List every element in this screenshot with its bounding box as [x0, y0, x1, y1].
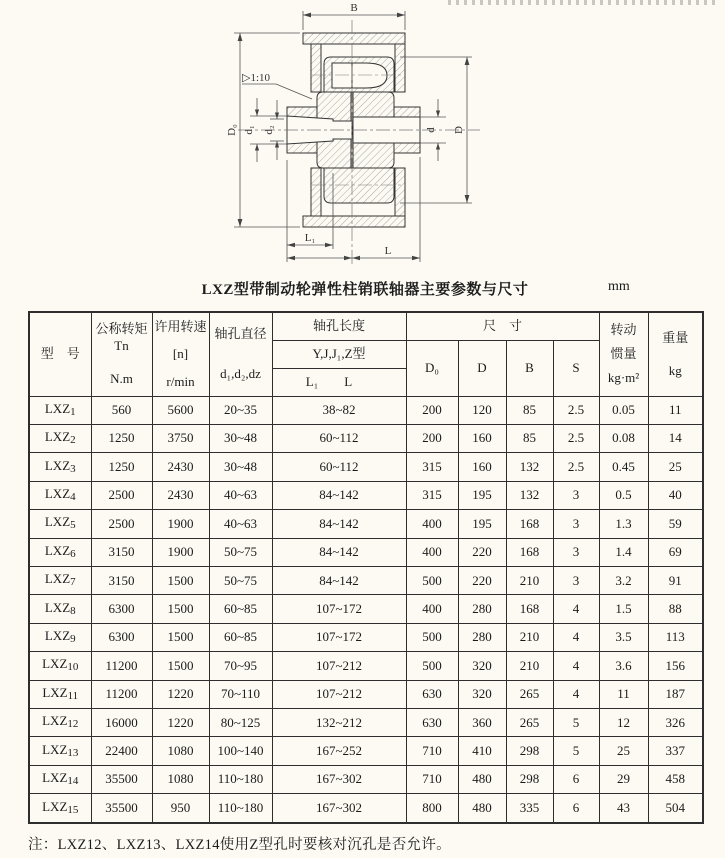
value-cell: 113 [648, 623, 703, 651]
value-cell: 84~142 [272, 538, 406, 566]
value-cell: 1080 [152, 765, 209, 793]
table-body [29, 396, 703, 823]
value-cell: 335 [506, 794, 553, 823]
value-cell: 1900 [152, 538, 209, 566]
model-number: 10 [67, 661, 79, 674]
value-cell: 5600 [152, 396, 209, 424]
header-speed-line2: [n] [172, 346, 189, 362]
value-cell: 710 [406, 737, 458, 765]
value-cell: 1220 [152, 708, 209, 736]
value-cell: 1.5 [599, 595, 648, 623]
model-number: 5 [70, 519, 76, 532]
header-speed [152, 312, 209, 396]
value-cell: 2500 [91, 481, 152, 509]
value-cell: 480 [458, 794, 506, 823]
value-cell: 6 [553, 765, 599, 793]
value-cell: 220 [458, 538, 506, 566]
value-cell: 85 [506, 424, 553, 452]
value-cell: 40~63 [209, 481, 272, 509]
header-col-D0: D₀ [406, 340, 458, 396]
value-cell: 4 [553, 595, 599, 623]
value-cell: 1080 [152, 737, 209, 765]
value-cell: 168 [506, 510, 553, 538]
table-row [29, 453, 703, 481]
model-cell: LXZ8 [29, 595, 91, 623]
value-cell: 3 [553, 510, 599, 538]
value-cell: 298 [506, 765, 553, 793]
value-cell: 88 [648, 595, 703, 623]
value-cell: 6 [553, 794, 599, 823]
value-cell: 38~82 [272, 396, 406, 424]
value-cell: 2.5 [553, 424, 599, 452]
header-speed-line3: r/min [166, 373, 195, 389]
value-cell: 11 [648, 396, 703, 424]
value-cell: 210 [506, 652, 553, 680]
table-row [29, 623, 703, 651]
value-cell: 156 [648, 652, 703, 680]
value-cell: 0.5 [599, 481, 648, 509]
title-row [28, 278, 702, 298]
table-row [29, 680, 703, 708]
value-cell: 315 [406, 481, 458, 509]
model-cell: LXZ4 [29, 481, 91, 509]
dim-label-L1: L₁ [304, 232, 316, 244]
value-cell: 1500 [152, 595, 209, 623]
value-cell: 4 [553, 652, 599, 680]
value-cell: 2.5 [553, 396, 599, 424]
value-cell: 3 [553, 481, 599, 509]
table-row [29, 510, 703, 538]
value-cell: 4 [553, 680, 599, 708]
model-number: 7 [70, 576, 76, 589]
model-cell: LXZ15 [29, 794, 91, 823]
value-cell: 195 [458, 510, 506, 538]
value-cell: 3150 [91, 538, 152, 566]
value-cell: 1900 [152, 510, 209, 538]
model-number: 14 [67, 775, 79, 788]
value-cell: 70~110 [209, 680, 272, 708]
value-cell: 107~212 [272, 652, 406, 680]
value-cell: 132 [506, 453, 553, 481]
header-weight-line1: 重量 [662, 329, 689, 345]
value-cell: 100~140 [209, 737, 272, 765]
table-header [29, 312, 703, 396]
value-cell: 50~75 [209, 566, 272, 594]
value-cell: 84~142 [272, 481, 406, 509]
value-cell: 1250 [91, 424, 152, 452]
value-cell: 107~212 [272, 680, 406, 708]
dim-label-B: B [350, 2, 358, 14]
value-cell: 280 [458, 623, 506, 651]
value-cell: 43 [599, 794, 648, 823]
value-cell: 11200 [91, 652, 152, 680]
value-cell: 0.45 [599, 453, 648, 481]
value-cell: 5 [553, 708, 599, 736]
model-cell: LXZ6 [29, 538, 91, 566]
taper-label: ▷1:10 [242, 72, 271, 84]
value-cell: 168 [506, 538, 553, 566]
value-cell: 298 [506, 737, 553, 765]
value-cell: 30~48 [209, 453, 272, 481]
value-cell: 40~63 [209, 510, 272, 538]
value-cell: 6300 [91, 595, 152, 623]
value-cell: 3.6 [599, 652, 648, 680]
table-row [29, 737, 703, 765]
value-cell: 91 [648, 566, 703, 594]
value-cell: 630 [406, 680, 458, 708]
value-cell: 800 [406, 794, 458, 823]
value-cell: 84~142 [272, 566, 406, 594]
header-inertia-line1: 转动 [610, 322, 637, 338]
value-cell: 1500 [152, 566, 209, 594]
header-weight [648, 312, 703, 396]
value-cell: 1220 [152, 680, 209, 708]
table-row [29, 538, 703, 566]
value-cell: 14 [648, 424, 703, 452]
dim-label-d: d [425, 127, 437, 133]
value-cell: 200 [406, 424, 458, 452]
value-cell: 80~125 [209, 708, 272, 736]
value-cell: 400 [406, 510, 458, 538]
dim-label-d1: d₁ [243, 125, 255, 135]
value-cell: 3750 [152, 424, 209, 452]
value-cell: 6300 [91, 623, 152, 651]
elastic-pin [332, 63, 387, 88]
value-cell: 2500 [91, 510, 152, 538]
model-cell: LXZ5 [29, 510, 91, 538]
model-cell: LXZ14 [29, 765, 91, 793]
value-cell: 1500 [152, 652, 209, 680]
value-cell: 167~302 [272, 765, 406, 793]
header-bore-dia-line1: 轴孔直径 [214, 326, 267, 342]
value-cell: 4 [553, 623, 599, 651]
value-cell: 265 [506, 680, 553, 708]
header-speed-line1: 许用转速 [154, 318, 207, 334]
value-cell: 30~48 [209, 424, 272, 452]
parameter-table [28, 311, 704, 824]
value-cell: 160 [458, 424, 506, 452]
value-cell: 132 [506, 481, 553, 509]
value-cell: 500 [406, 623, 458, 651]
value-cell: 280 [458, 595, 506, 623]
value-cell: 16000 [91, 708, 152, 736]
model-cell: LXZ10 [29, 652, 91, 680]
value-cell: 11 [599, 680, 648, 708]
value-cell: 3 [553, 566, 599, 594]
footnote: 注：LXZ12、LXZ13、LXZ14使用Z型孔时要核对沉孔是否允许。 [28, 837, 451, 853]
header-model: 型 号 [29, 312, 91, 396]
value-cell: 560 [91, 396, 152, 424]
value-cell: 60~112 [272, 453, 406, 481]
unit-label: mm [608, 279, 630, 294]
page-title: LXZ型带制动轮弹性柱销联轴器主要参数与尺寸 [201, 282, 529, 298]
model-cell: LXZ13 [29, 737, 91, 765]
value-cell: 337 [648, 737, 703, 765]
header-inertia [599, 312, 648, 396]
table-row [29, 794, 703, 823]
value-cell: 3150 [91, 566, 152, 594]
value-cell: 0.08 [599, 424, 648, 452]
value-cell: 167~252 [272, 737, 406, 765]
value-cell: 500 [406, 566, 458, 594]
header-bore-length-types: Y,J,J₁,Z型 [272, 340, 406, 368]
value-cell: 3 [553, 538, 599, 566]
model-number: 4 [70, 491, 76, 504]
model-number: 15 [67, 803, 79, 816]
header-col-B: B [506, 340, 553, 396]
model-cell: LXZ11 [29, 680, 91, 708]
model-number: 11 [67, 689, 79, 702]
value-cell: 320 [458, 680, 506, 708]
value-cell: 29 [599, 765, 648, 793]
value-cell: 0.05 [599, 396, 648, 424]
coupling-section-drawing [0, 0, 725, 272]
table-row [29, 652, 703, 680]
header-col-S: S [553, 340, 599, 396]
table-row [29, 566, 703, 594]
value-cell: 70~95 [209, 652, 272, 680]
value-cell: 400 [406, 595, 458, 623]
model-cell: LXZ9 [29, 623, 91, 651]
table-row [29, 481, 703, 509]
value-cell: 132~212 [272, 708, 406, 736]
value-cell: 710 [406, 765, 458, 793]
value-cell: 210 [506, 566, 553, 594]
value-cell: 59 [648, 510, 703, 538]
value-cell: 400 [406, 538, 458, 566]
value-cell: 160 [458, 453, 506, 481]
value-cell: 120 [458, 396, 506, 424]
header-bore-dia-line2: d₁,d₂,dz [220, 366, 261, 382]
model-number: 3 [70, 462, 76, 475]
model-number: 8 [70, 604, 76, 617]
value-cell: 410 [458, 737, 506, 765]
value-cell: 2430 [152, 453, 209, 481]
value-cell: 12 [599, 708, 648, 736]
value-cell: 69 [648, 538, 703, 566]
model-number: 13 [67, 746, 79, 759]
value-cell: 35500 [91, 794, 152, 823]
value-cell: 480 [458, 765, 506, 793]
value-cell: 2430 [152, 481, 209, 509]
model-number: 6 [70, 547, 76, 560]
value-cell: 210 [506, 623, 553, 651]
value-cell: 630 [406, 708, 458, 736]
value-cell: 504 [648, 794, 703, 823]
dim-label-D0: D₀ [226, 124, 238, 136]
value-cell: 60~85 [209, 623, 272, 651]
value-cell: 107~172 [272, 595, 406, 623]
header-col-D: D [458, 340, 506, 396]
model-cell: LXZ3 [29, 453, 91, 481]
header-weight-line2: kg [668, 362, 682, 378]
value-cell: 3.5 [599, 623, 648, 651]
value-cell: 3.2 [599, 566, 648, 594]
value-cell: 110~180 [209, 794, 272, 823]
model-cell: LXZ7 [29, 566, 91, 594]
value-cell: 40 [648, 481, 703, 509]
value-cell: 25 [648, 453, 703, 481]
header-inertia-line3: kg·m² [607, 370, 640, 386]
dim-label-D: D [453, 126, 465, 134]
value-cell: 326 [648, 708, 703, 736]
value-cell: 60~85 [209, 595, 272, 623]
value-cell: 35500 [91, 765, 152, 793]
value-cell: 22400 [91, 737, 152, 765]
value-cell: 200 [406, 396, 458, 424]
model-number: 1 [70, 405, 76, 418]
value-cell: 1.4 [599, 538, 648, 566]
table-row [29, 595, 703, 623]
value-cell: 11200 [91, 680, 152, 708]
header-L: L [344, 373, 353, 389]
table-row [29, 424, 703, 452]
model-number: 2 [70, 434, 76, 447]
value-cell: 1250 [91, 453, 152, 481]
value-cell: 315 [406, 453, 458, 481]
value-cell: 107~172 [272, 623, 406, 651]
value-cell: 25 [599, 737, 648, 765]
value-cell: 360 [458, 708, 506, 736]
value-cell: 50~75 [209, 538, 272, 566]
value-cell: 5 [553, 737, 599, 765]
header-L1: L₁ [305, 373, 319, 389]
table-row [29, 396, 703, 424]
value-cell: 168 [506, 595, 553, 623]
model-cell: LXZ1 [29, 396, 91, 424]
model-cell: LXZ2 [29, 424, 91, 452]
dim-label-L: L [384, 245, 392, 257]
table-row [29, 708, 703, 736]
model-cell: LXZ12 [29, 708, 91, 736]
value-cell: 1.3 [599, 510, 648, 538]
header-torque-line1: 公称转矩Tn [95, 321, 148, 353]
value-cell: 458 [648, 765, 703, 793]
value-cell: 195 [458, 481, 506, 509]
value-cell: 84~142 [272, 510, 406, 538]
value-cell: 110~180 [209, 765, 272, 793]
header-torque [91, 312, 152, 396]
dim-label-d2: d₂ [263, 125, 275, 135]
value-cell: 187 [648, 680, 703, 708]
model-number: 12 [67, 718, 79, 731]
model-number: 9 [70, 633, 76, 646]
table-row [29, 765, 703, 793]
value-cell: 60~112 [272, 424, 406, 452]
value-cell: 320 [458, 652, 506, 680]
header-torque-line2: N.m [110, 370, 133, 386]
value-cell: 950 [152, 794, 209, 823]
value-cell: 265 [506, 708, 553, 736]
header-inertia-line2: 惯量 [610, 346, 637, 362]
value-cell: 220 [458, 566, 506, 594]
value-cell: 500 [406, 652, 458, 680]
value-cell: 2.5 [553, 453, 599, 481]
value-cell: 85 [506, 396, 553, 424]
header-bore-length: 轴孔长度 [272, 312, 406, 340]
value-cell: 167~302 [272, 794, 406, 823]
header-L1-L [272, 368, 406, 396]
value-cell: 1500 [152, 623, 209, 651]
header-dimensions: 尺 寸 [406, 312, 599, 340]
value-cell: 20~35 [209, 396, 272, 424]
